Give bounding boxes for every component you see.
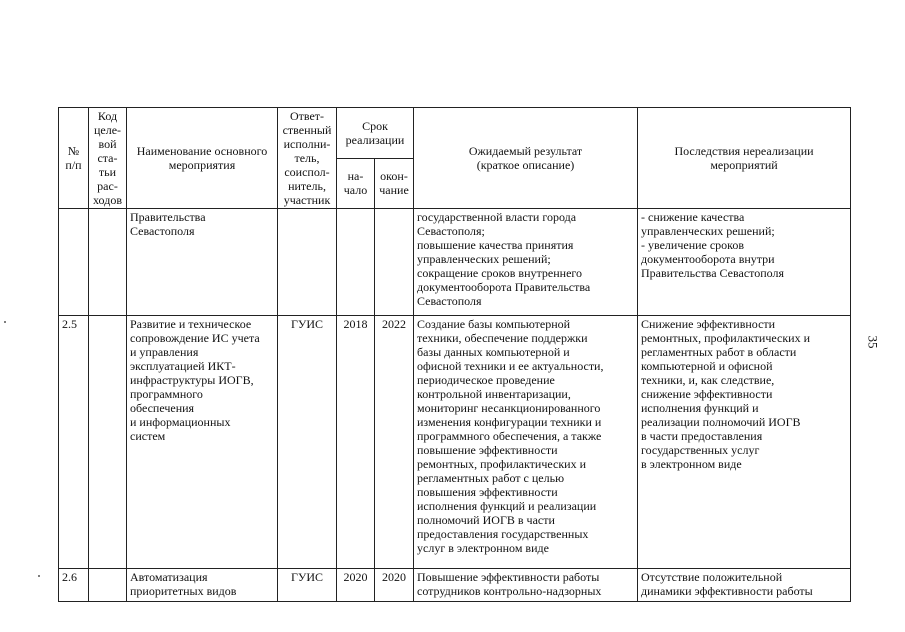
row-expected-result: Создание базы компьютерной техники, обеспечение поддержки базы данных компьютерной и офисной техники и ее актуальности, периодическое проведение контрольной инвентаризации, мониторинг несанкционированного изменения конфигурации техники и программного обеспечения, а также повышение эффективности ремонтных, профилактических и регламентных работ с целью повышения эффективности исполнения функций и реализации полномочий ИОГВ в части предоставления государственных услуг в электронном виде [414, 316, 638, 569]
header-term-start: на- чало [337, 158, 375, 209]
row-number [59, 209, 89, 316]
row-responsible: ГУИС [278, 569, 337, 602]
header-consequences: Последствия нереализации мероприятий [638, 108, 851, 209]
scan-speck [4, 321, 6, 323]
row-code [89, 569, 127, 602]
row-consequences: - снижение качества управленческих решений; - увеличение сроков документооборота внутри Правительства Севастополя [638, 209, 851, 316]
activities-table [58, 107, 851, 602]
row-number: 2.6 [59, 569, 89, 602]
header-term: Срок реализации [337, 108, 414, 159]
header-number: № п/п [59, 108, 89, 209]
row-consequences: Отсутствие положительной динамики эффективности работы [638, 569, 851, 602]
header-term-end: окон- чание [375, 158, 414, 209]
row-expected-result: Повышение эффективности работы сотрудников контрольно-надзорных [414, 569, 638, 602]
row-code [89, 209, 127, 316]
scan-speck [38, 575, 40, 577]
row-start: 2020 [337, 569, 375, 602]
header-activity-name: Наименование основного мероприятия [127, 108, 278, 209]
row-consequences: Снижение эффективности ремонтных, профилактических и регламентных работ в области компьютерной и офисной техники, и, как следствие, снижение эффективности исполнения функций и реализации полномочий ИОГВ в части предоставления государственных услуг в электронном виде [638, 316, 851, 569]
row-end: 2020 [375, 569, 414, 602]
header-responsible: Ответ- ственный исполни- тель, соиспол- нитель, участник [278, 108, 337, 209]
page-number: 35 [865, 335, 881, 349]
row-start: 2018 [337, 316, 375, 569]
header-expected-result: Ожидаемый результат (краткое описание) [414, 108, 638, 209]
row-code [89, 316, 127, 569]
row-end [375, 209, 414, 316]
header-budget-code: Код целе- вой ста- тьи рас- ходов [89, 108, 127, 209]
row-responsible: ГУИС [278, 316, 337, 569]
table-row [59, 209, 851, 316]
row-end: 2022 [375, 316, 414, 569]
row-activity-name: Развитие и техническое сопровождение ИС учета и управления эксплуатацией ИКТ- инфраструктуры ИОГВ, программного обеспечения и информационных систем [127, 316, 278, 569]
row-activity-name: Правительства Севастополя [127, 209, 278, 316]
table-row [59, 569, 851, 602]
row-number: 2.5 [59, 316, 89, 569]
row-expected-result: государственной власти города Севастополя; повышение качества принятия управленческих решений; сокращение сроков внутреннего документооборота Правительства Севастополя [414, 209, 638, 316]
row-start [337, 209, 375, 316]
row-activity-name: Автоматизация приоритетных видов [127, 569, 278, 602]
row-responsible [278, 209, 337, 316]
table-header [59, 108, 851, 209]
table-row [59, 316, 851, 569]
